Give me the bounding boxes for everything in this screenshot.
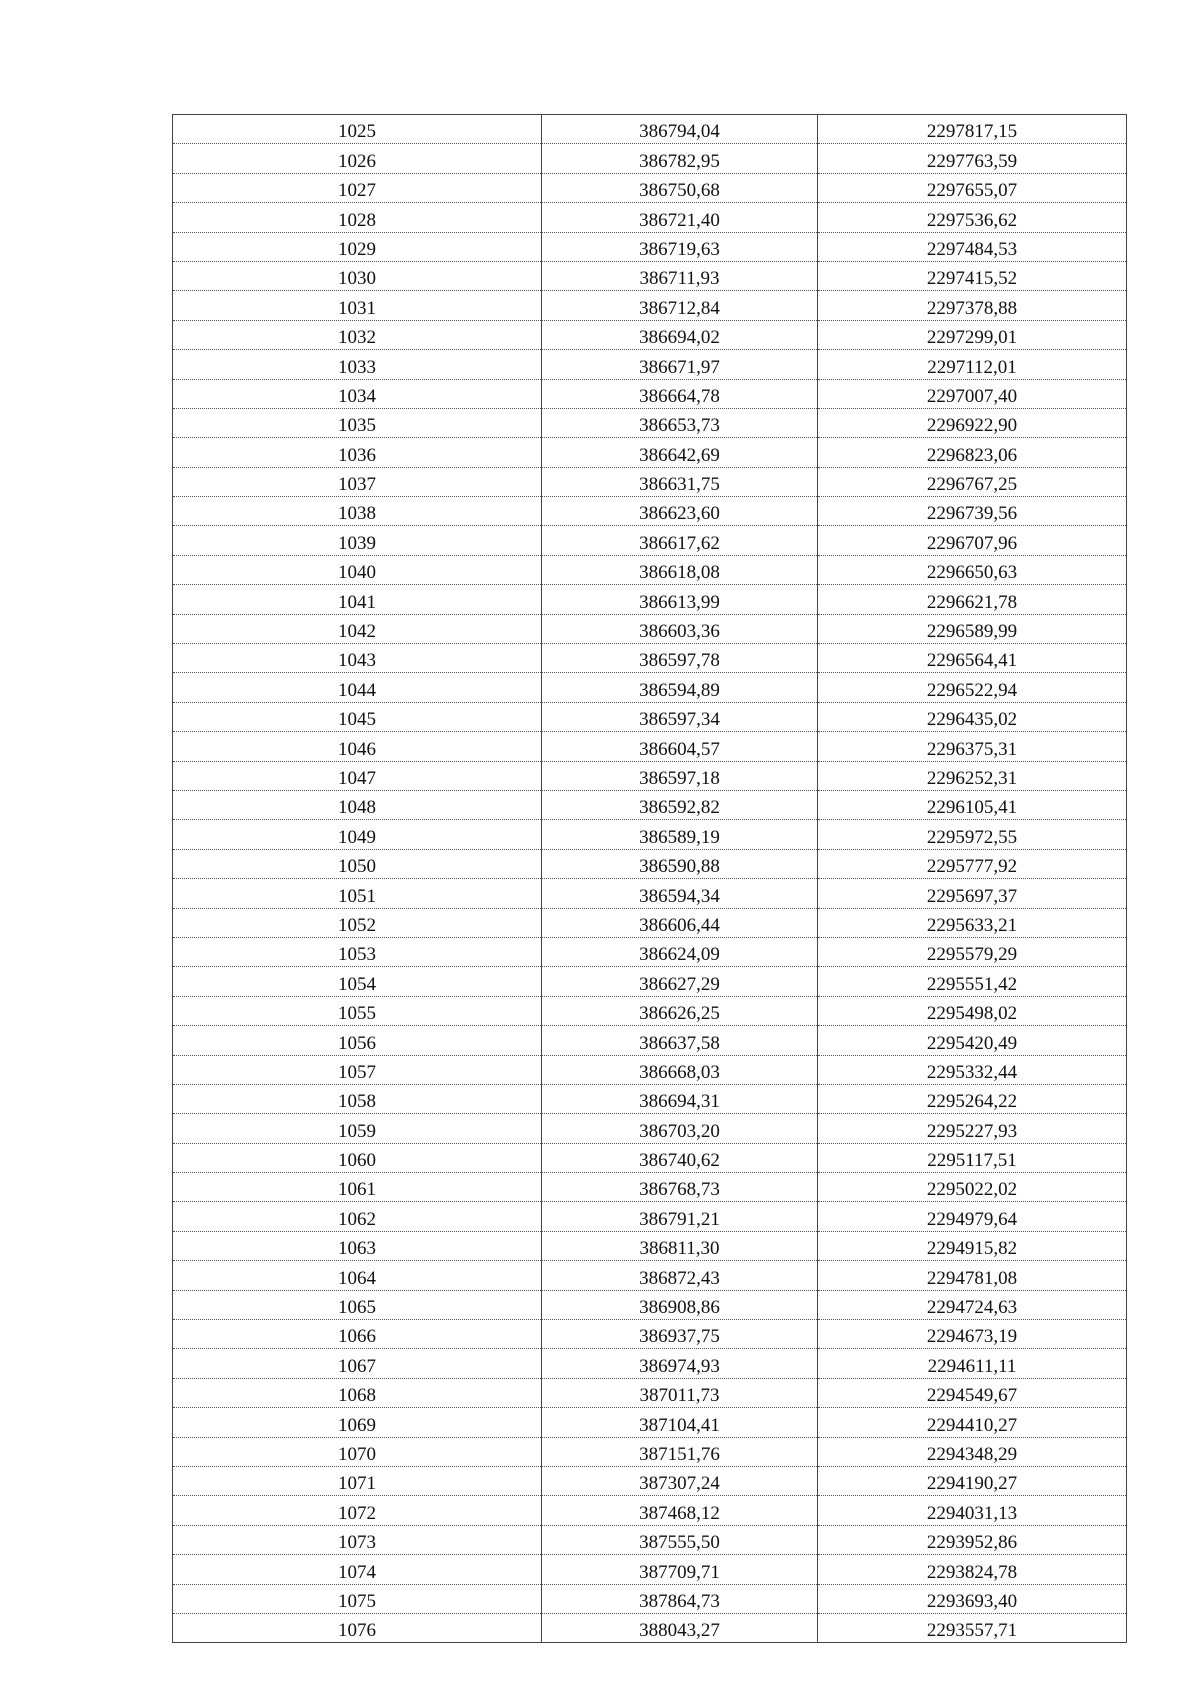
x-coordinate-cell: 387151,76 bbox=[542, 1437, 818, 1466]
table-row bbox=[173, 1349, 1127, 1378]
x-coordinate-cell: 386627,29 bbox=[542, 967, 818, 996]
point-number-cell: 1072 bbox=[173, 1496, 542, 1525]
x-coordinate-cell: 386811,30 bbox=[542, 1231, 818, 1260]
point-number-cell: 1054 bbox=[173, 967, 542, 996]
point-number-cell: 1032 bbox=[173, 320, 542, 349]
point-number-cell: 1040 bbox=[173, 555, 542, 584]
y-coordinate-cell: 2294673,19 bbox=[818, 1320, 1127, 1349]
x-coordinate-cell: 386589,19 bbox=[542, 820, 818, 849]
y-coordinate-cell: 2294781,08 bbox=[818, 1261, 1127, 1290]
table-row bbox=[173, 1026, 1127, 1055]
point-number-cell: 1035 bbox=[173, 408, 542, 437]
x-coordinate-cell: 386908,86 bbox=[542, 1290, 818, 1319]
x-coordinate-cell: 386613,99 bbox=[542, 585, 818, 614]
table-row bbox=[173, 379, 1127, 408]
y-coordinate-cell: 2296823,06 bbox=[818, 438, 1127, 467]
coordinates-table-body bbox=[173, 115, 1127, 1643]
y-coordinate-cell: 2294915,82 bbox=[818, 1231, 1127, 1260]
y-coordinate-cell: 2297536,62 bbox=[818, 203, 1127, 232]
table-row bbox=[173, 203, 1127, 232]
table-row bbox=[173, 1525, 1127, 1554]
table-row bbox=[173, 232, 1127, 261]
point-number-cell: 1051 bbox=[173, 879, 542, 908]
point-number-cell: 1025 bbox=[173, 115, 542, 144]
y-coordinate-cell: 2297299,01 bbox=[818, 320, 1127, 349]
point-number-cell: 1065 bbox=[173, 1290, 542, 1319]
y-coordinate-cell: 2296435,02 bbox=[818, 702, 1127, 731]
y-coordinate-cell: 2294611,11 bbox=[818, 1349, 1127, 1378]
x-coordinate-cell: 386872,43 bbox=[542, 1261, 818, 1290]
x-coordinate-cell: 387555,50 bbox=[542, 1525, 818, 1554]
y-coordinate-cell: 2296252,31 bbox=[818, 761, 1127, 790]
x-coordinate-cell: 387104,41 bbox=[542, 1408, 818, 1437]
y-coordinate-cell: 2297817,15 bbox=[818, 115, 1127, 144]
table-row bbox=[173, 320, 1127, 349]
point-number-cell: 1048 bbox=[173, 790, 542, 819]
point-number-cell: 1037 bbox=[173, 467, 542, 496]
table-row bbox=[173, 291, 1127, 320]
x-coordinate-cell: 386782,95 bbox=[542, 144, 818, 173]
x-coordinate-cell: 386637,58 bbox=[542, 1026, 818, 1055]
x-coordinate-cell: 386791,21 bbox=[542, 1202, 818, 1231]
y-coordinate-cell: 2295022,02 bbox=[818, 1173, 1127, 1202]
table-row bbox=[173, 1261, 1127, 1290]
table-row bbox=[173, 1555, 1127, 1584]
x-coordinate-cell: 386664,78 bbox=[542, 379, 818, 408]
table-row bbox=[173, 497, 1127, 526]
table-row bbox=[173, 1466, 1127, 1495]
table-row bbox=[173, 408, 1127, 437]
table-row bbox=[173, 1143, 1127, 1172]
point-number-cell: 1028 bbox=[173, 203, 542, 232]
x-coordinate-cell: 386711,93 bbox=[542, 261, 818, 290]
point-number-cell: 1070 bbox=[173, 1437, 542, 1466]
x-coordinate-cell: 386703,20 bbox=[542, 1114, 818, 1143]
y-coordinate-cell: 2294979,64 bbox=[818, 1202, 1127, 1231]
point-number-cell: 1030 bbox=[173, 261, 542, 290]
y-coordinate-cell: 2296707,96 bbox=[818, 526, 1127, 555]
x-coordinate-cell: 386606,44 bbox=[542, 908, 818, 937]
table-row bbox=[173, 173, 1127, 202]
table-row bbox=[173, 849, 1127, 878]
point-number-cell: 1042 bbox=[173, 614, 542, 643]
y-coordinate-cell: 2295264,22 bbox=[818, 1084, 1127, 1113]
y-coordinate-cell: 2294410,27 bbox=[818, 1408, 1127, 1437]
coordinates-table bbox=[172, 114, 1127, 1643]
table-row bbox=[173, 1320, 1127, 1349]
y-coordinate-cell: 2297378,88 bbox=[818, 291, 1127, 320]
y-coordinate-cell: 2295697,37 bbox=[818, 879, 1127, 908]
table-row bbox=[173, 261, 1127, 290]
point-number-cell: 1069 bbox=[173, 1408, 542, 1437]
x-coordinate-cell: 386642,69 bbox=[542, 438, 818, 467]
table-row bbox=[173, 967, 1127, 996]
table-row bbox=[173, 1496, 1127, 1525]
y-coordinate-cell: 2296589,99 bbox=[818, 614, 1127, 643]
table-row bbox=[173, 350, 1127, 379]
point-number-cell: 1056 bbox=[173, 1026, 542, 1055]
point-number-cell: 1063 bbox=[173, 1231, 542, 1260]
y-coordinate-cell: 2295117,51 bbox=[818, 1143, 1127, 1172]
point-number-cell: 1031 bbox=[173, 291, 542, 320]
x-coordinate-cell: 386597,78 bbox=[542, 644, 818, 673]
y-coordinate-cell: 2296739,56 bbox=[818, 497, 1127, 526]
point-number-cell: 1058 bbox=[173, 1084, 542, 1113]
point-number-cell: 1036 bbox=[173, 438, 542, 467]
y-coordinate-cell: 2297484,53 bbox=[818, 232, 1127, 261]
point-number-cell: 1053 bbox=[173, 937, 542, 966]
x-coordinate-cell: 386590,88 bbox=[542, 849, 818, 878]
table-row bbox=[173, 1084, 1127, 1113]
x-coordinate-cell: 388043,27 bbox=[542, 1613, 818, 1642]
x-coordinate-cell: 386618,08 bbox=[542, 555, 818, 584]
y-coordinate-cell: 2295227,93 bbox=[818, 1114, 1127, 1143]
table-row bbox=[173, 996, 1127, 1025]
x-coordinate-cell: 386694,02 bbox=[542, 320, 818, 349]
y-coordinate-cell: 2297655,07 bbox=[818, 173, 1127, 202]
x-coordinate-cell: 386624,09 bbox=[542, 937, 818, 966]
point-number-cell: 1059 bbox=[173, 1114, 542, 1143]
x-coordinate-cell: 386597,18 bbox=[542, 761, 818, 790]
y-coordinate-cell: 2293557,71 bbox=[818, 1613, 1127, 1642]
point-number-cell: 1055 bbox=[173, 996, 542, 1025]
x-coordinate-cell: 386740,62 bbox=[542, 1143, 818, 1172]
point-number-cell: 1052 bbox=[173, 908, 542, 937]
x-coordinate-cell: 386721,40 bbox=[542, 203, 818, 232]
point-number-cell: 1076 bbox=[173, 1613, 542, 1642]
table-row bbox=[173, 1114, 1127, 1143]
table-row bbox=[173, 790, 1127, 819]
table-row bbox=[173, 614, 1127, 643]
table-row bbox=[173, 1613, 1127, 1642]
point-number-cell: 1039 bbox=[173, 526, 542, 555]
x-coordinate-cell: 386626,25 bbox=[542, 996, 818, 1025]
table-row bbox=[173, 467, 1127, 496]
y-coordinate-cell: 2295551,42 bbox=[818, 967, 1127, 996]
point-number-cell: 1050 bbox=[173, 849, 542, 878]
x-coordinate-cell: 386604,57 bbox=[542, 732, 818, 761]
y-coordinate-cell: 2296922,90 bbox=[818, 408, 1127, 437]
table-row bbox=[173, 144, 1127, 173]
y-coordinate-cell: 2296621,78 bbox=[818, 585, 1127, 614]
x-coordinate-cell: 386719,63 bbox=[542, 232, 818, 261]
x-coordinate-cell: 386594,34 bbox=[542, 879, 818, 908]
x-coordinate-cell: 386623,60 bbox=[542, 497, 818, 526]
y-coordinate-cell: 2294031,13 bbox=[818, 1496, 1127, 1525]
table-row bbox=[173, 1408, 1127, 1437]
x-coordinate-cell: 386603,36 bbox=[542, 614, 818, 643]
table-row bbox=[173, 1584, 1127, 1613]
point-number-cell: 1027 bbox=[173, 173, 542, 202]
x-coordinate-cell: 387011,73 bbox=[542, 1378, 818, 1407]
x-coordinate-cell: 386768,73 bbox=[542, 1173, 818, 1202]
point-number-cell: 1046 bbox=[173, 732, 542, 761]
y-coordinate-cell: 2297415,52 bbox=[818, 261, 1127, 290]
table-row bbox=[173, 732, 1127, 761]
point-number-cell: 1043 bbox=[173, 644, 542, 673]
point-number-cell: 1068 bbox=[173, 1378, 542, 1407]
x-coordinate-cell: 386694,31 bbox=[542, 1084, 818, 1113]
y-coordinate-cell: 2295420,49 bbox=[818, 1026, 1127, 1055]
table-row bbox=[173, 937, 1127, 966]
x-coordinate-cell: 386668,03 bbox=[542, 1055, 818, 1084]
x-coordinate-cell: 386597,34 bbox=[542, 702, 818, 731]
table-row bbox=[173, 1437, 1127, 1466]
y-coordinate-cell: 2294348,29 bbox=[818, 1437, 1127, 1466]
point-number-cell: 1038 bbox=[173, 497, 542, 526]
point-number-cell: 1057 bbox=[173, 1055, 542, 1084]
x-coordinate-cell: 386592,82 bbox=[542, 790, 818, 819]
point-number-cell: 1066 bbox=[173, 1320, 542, 1349]
point-number-cell: 1075 bbox=[173, 1584, 542, 1613]
x-coordinate-cell: 387864,73 bbox=[542, 1584, 818, 1613]
y-coordinate-cell: 2294190,27 bbox=[818, 1466, 1127, 1495]
point-number-cell: 1044 bbox=[173, 673, 542, 702]
x-coordinate-cell: 386653,73 bbox=[542, 408, 818, 437]
y-coordinate-cell: 2294724,63 bbox=[818, 1290, 1127, 1319]
x-coordinate-cell: 386750,68 bbox=[542, 173, 818, 202]
y-coordinate-cell: 2296522,94 bbox=[818, 673, 1127, 702]
y-coordinate-cell: 2295777,92 bbox=[818, 849, 1127, 878]
table-row bbox=[173, 1290, 1127, 1319]
table-row bbox=[173, 585, 1127, 614]
table-row bbox=[173, 1055, 1127, 1084]
y-coordinate-cell: 2295498,02 bbox=[818, 996, 1127, 1025]
x-coordinate-cell: 386594,89 bbox=[542, 673, 818, 702]
point-number-cell: 1026 bbox=[173, 144, 542, 173]
point-number-cell: 1041 bbox=[173, 585, 542, 614]
table-row bbox=[173, 644, 1127, 673]
point-number-cell: 1061 bbox=[173, 1173, 542, 1202]
y-coordinate-cell: 2294549,67 bbox=[818, 1378, 1127, 1407]
point-number-cell: 1049 bbox=[173, 820, 542, 849]
table-row bbox=[173, 908, 1127, 937]
y-coordinate-cell: 2296650,63 bbox=[818, 555, 1127, 584]
x-coordinate-cell: 386974,93 bbox=[542, 1349, 818, 1378]
table-row bbox=[173, 673, 1127, 702]
table-row bbox=[173, 1202, 1127, 1231]
x-coordinate-cell: 386937,75 bbox=[542, 1320, 818, 1349]
table-row bbox=[173, 1378, 1127, 1407]
table-row bbox=[173, 555, 1127, 584]
y-coordinate-cell: 2293824,78 bbox=[818, 1555, 1127, 1584]
y-coordinate-cell: 2293693,40 bbox=[818, 1584, 1127, 1613]
y-coordinate-cell: 2296105,41 bbox=[818, 790, 1127, 819]
x-coordinate-cell: 386631,75 bbox=[542, 467, 818, 496]
y-coordinate-cell: 2297763,59 bbox=[818, 144, 1127, 173]
y-coordinate-cell: 2295633,21 bbox=[818, 908, 1127, 937]
y-coordinate-cell: 2293952,86 bbox=[818, 1525, 1127, 1554]
point-number-cell: 1073 bbox=[173, 1525, 542, 1554]
y-coordinate-cell: 2296767,25 bbox=[818, 467, 1127, 496]
table-row bbox=[173, 879, 1127, 908]
x-coordinate-cell: 387307,24 bbox=[542, 1466, 818, 1495]
y-coordinate-cell: 2296375,31 bbox=[818, 732, 1127, 761]
point-number-cell: 1029 bbox=[173, 232, 542, 261]
point-number-cell: 1047 bbox=[173, 761, 542, 790]
point-number-cell: 1071 bbox=[173, 1466, 542, 1495]
y-coordinate-cell: 2295579,29 bbox=[818, 937, 1127, 966]
table-row bbox=[173, 115, 1127, 144]
x-coordinate-cell: 386671,97 bbox=[542, 350, 818, 379]
table-row bbox=[173, 1173, 1127, 1202]
y-coordinate-cell: 2297112,01 bbox=[818, 350, 1127, 379]
y-coordinate-cell: 2296564,41 bbox=[818, 644, 1127, 673]
table-row bbox=[173, 438, 1127, 467]
point-number-cell: 1067 bbox=[173, 1349, 542, 1378]
x-coordinate-cell: 387709,71 bbox=[542, 1555, 818, 1584]
point-number-cell: 1074 bbox=[173, 1555, 542, 1584]
x-coordinate-cell: 386617,62 bbox=[542, 526, 818, 555]
y-coordinate-cell: 2295972,55 bbox=[818, 820, 1127, 849]
point-number-cell: 1034 bbox=[173, 379, 542, 408]
point-number-cell: 1045 bbox=[173, 702, 542, 731]
table-row bbox=[173, 761, 1127, 790]
table-row bbox=[173, 820, 1127, 849]
y-coordinate-cell: 2295332,44 bbox=[818, 1055, 1127, 1084]
point-number-cell: 1060 bbox=[173, 1143, 542, 1172]
x-coordinate-cell: 386712,84 bbox=[542, 291, 818, 320]
point-number-cell: 1064 bbox=[173, 1261, 542, 1290]
y-coordinate-cell: 2297007,40 bbox=[818, 379, 1127, 408]
table-row bbox=[173, 702, 1127, 731]
point-number-cell: 1062 bbox=[173, 1202, 542, 1231]
point-number-cell: 1033 bbox=[173, 350, 542, 379]
x-coordinate-cell: 386794,04 bbox=[542, 115, 818, 144]
table-row bbox=[173, 526, 1127, 555]
x-coordinate-cell: 387468,12 bbox=[542, 1496, 818, 1525]
table-row bbox=[173, 1231, 1127, 1260]
